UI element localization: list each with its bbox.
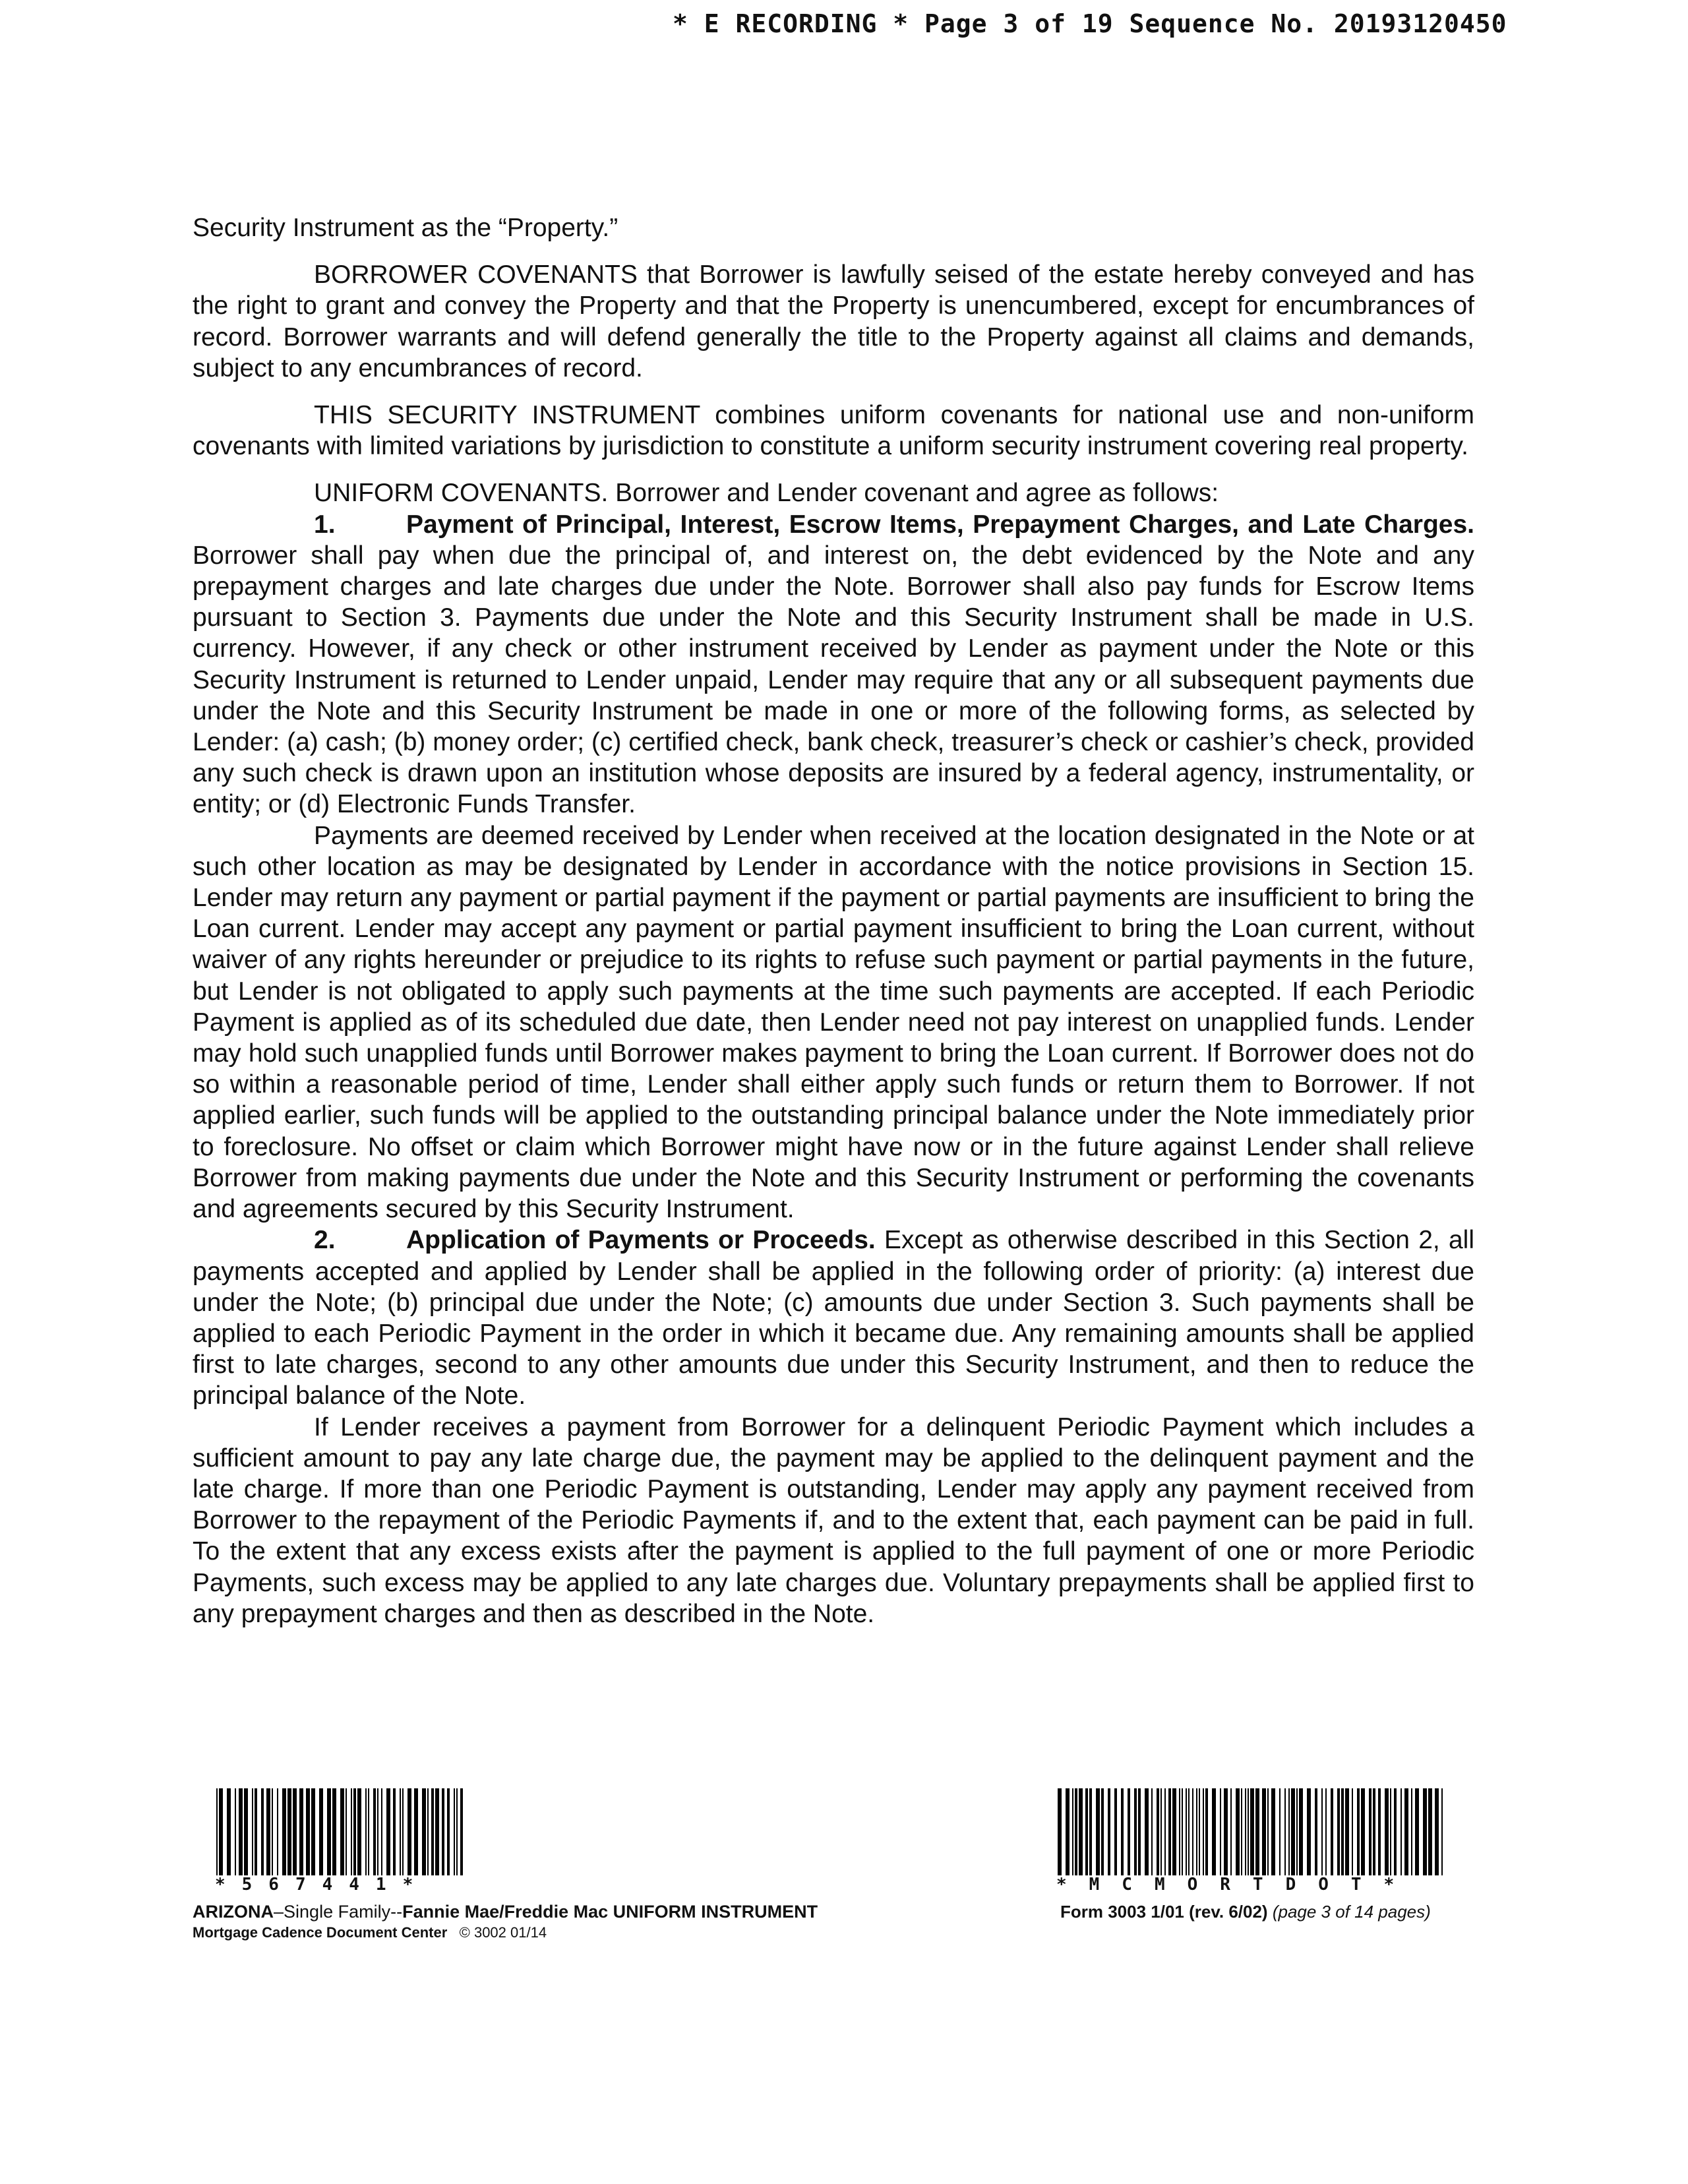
barcode-bar bbox=[1199, 1788, 1200, 1875]
footer-doc-center-line bbox=[193, 1923, 918, 1943]
barcode-bar bbox=[393, 1788, 396, 1875]
paragraph-property: Security Instrument as the “Property.” bbox=[193, 214, 618, 242]
barcode-bar bbox=[1157, 1788, 1159, 1875]
barcode-bar bbox=[1220, 1788, 1221, 1875]
barcode-bar bbox=[456, 1788, 458, 1875]
paragraph-this-security-instrument: THIS SECURITY INSTRUMENT combines uniform covenants for national use and non-uniform covenants with limited variations by jurisdiction to constitute a uniform security instrument covering real property. bbox=[193, 401, 1474, 461]
barcode-bar bbox=[1385, 1788, 1389, 1875]
barcode-bar bbox=[282, 1788, 286, 1875]
barcode-bar bbox=[327, 1788, 331, 1875]
barcode-bar bbox=[1321, 1788, 1323, 1875]
barcode-bar bbox=[1182, 1788, 1183, 1875]
barcode-bar bbox=[244, 1788, 248, 1875]
barcode-bar bbox=[1192, 1788, 1193, 1875]
barcode-bar bbox=[1315, 1788, 1317, 1875]
barcode-bar bbox=[1271, 1788, 1275, 1875]
barcode-bar bbox=[1352, 1788, 1353, 1875]
barcode-bar bbox=[1299, 1788, 1303, 1875]
barcode-bar bbox=[1160, 1788, 1162, 1875]
barcode-bar bbox=[1378, 1788, 1381, 1875]
barcode-bar bbox=[1441, 1788, 1443, 1875]
barcode-bar bbox=[1291, 1788, 1295, 1875]
section-1-number: 1. bbox=[314, 510, 336, 539]
barcode-bar bbox=[216, 1788, 218, 1875]
barcode-left bbox=[215, 1788, 467, 1900]
barcode-bar bbox=[1072, 1788, 1073, 1875]
barcode-bar bbox=[427, 1788, 429, 1875]
barcode-bar bbox=[1401, 1788, 1402, 1875]
barcode-bar bbox=[1250, 1788, 1254, 1875]
barcode-bar bbox=[1341, 1788, 1344, 1875]
barcode-bar bbox=[1121, 1788, 1124, 1875]
barcode-bar bbox=[1101, 1788, 1104, 1875]
barcode-bar bbox=[1203, 1788, 1204, 1875]
barcode-left-bars bbox=[215, 1788, 467, 1875]
barcode-bar bbox=[266, 1788, 270, 1875]
barcode-bar bbox=[1179, 1788, 1180, 1875]
barcode-bar bbox=[1357, 1788, 1360, 1875]
barcode-bar bbox=[365, 1788, 367, 1875]
barcode-bar bbox=[1296, 1788, 1298, 1875]
paragraph-if-lender-receives: If Lender receives a payment from Borrower for a delinquent Periodic Payment which includes a sufficient amount to pay any late charge due, the payment may be applied to the delinquent payment and the late charge. If more than one Periodic Payment is outstanding, Lender may apply any payment received from Borrower to the repayment of the Periodic Payments if, and to the extent that, each payment can be paid in full. To the extent that any excess exists after the payment is applied to the full payment of one or more Periodic Payments, such excess may be applied to any late charges due. Voluntary prepayments shall be applied first to any prepayment charges and then as described in the Note. bbox=[193, 1412, 1474, 1628]
footer-form-number: Form 3003 1/01 (rev. 6/02) bbox=[1060, 1902, 1268, 1922]
barcode-bar bbox=[252, 1788, 253, 1875]
barcode-bar bbox=[431, 1788, 434, 1875]
barcode-bar bbox=[332, 1788, 336, 1875]
barcode-bar bbox=[1085, 1788, 1088, 1875]
barcode-bar bbox=[255, 1788, 257, 1875]
section-1-text: Borrower shall pay when due the principal of, and interest on, the debt evidenced by the Note and any prepayment charges and late charges due under the Note. Borrower shall also pay funds for Escrow Items pursuant to Section 3. Payments due under the Note and this Security Instrument shall be made in U.S. currency. However, if any check or other instrument received by Lender as payment under the Note or this Security Instrument is returned to Lender unpaid, Lender may require that any or all subsequent payments due under the Note and this Security Instrument be made in one or more of the following forms, as selected by Lender: (a) cash; (b) money order; (c) certified check, bank check, treasurer’s check or cashier’s check, provided any such check is drawn upon an institution whose deposits are insured by a federal agency, instrumentality, or entity; or (d) Electronic Funds Transfer. bbox=[193, 541, 1474, 819]
barcode-bar bbox=[454, 1788, 455, 1875]
paragraph-payments-deemed: Payments are deemed received by Lender when received at the location designated in the Note or at such other location as may be designated by Lender in accordance with the notice provisions in Section 15. Lender may return any payment or partial payment if the payment or partial payments are insufficient to bring the Loan current. Lender may accept any payment or partial payment insufficient to bring the Loan current, without waiver of any rights hereunder or prejudice to its rights to refuse such payment or partial payments in the future, but Lender is not obligated to apply such payments at the time such payments are accepted. If each Periodic Payment is applied as of its scheduled due date, then Lender need not pay interest on unapplied funds. Lender may hold such unapplied funds until Borrower makes payment to bring the Loan current. If Borrower does not do so within a reasonable period of time, Lender shall either apply such funds or return them to Borrower. If not applied earlier, such funds will be applied to the outstanding principal balance under the Note immediately prior to foreclosure. No offset or claim which Borrower might have now or in the future against Lender shall relieve Borrower from making payments due under the Note and this Security Instrument or performing the covenants and agreements secured by this Security Instrument. bbox=[193, 821, 1474, 1224]
section-1 bbox=[193, 509, 1474, 820]
barcode-bar bbox=[299, 1788, 303, 1875]
barcode-bar bbox=[1188, 1788, 1190, 1875]
barcode-right bbox=[1056, 1788, 1452, 1900]
barcode-bar bbox=[1196, 1788, 1197, 1875]
recording-header: * E RECORDING * Page 3 of 19 Sequence No. 20193120450 bbox=[673, 9, 1507, 38]
barcode-bar bbox=[346, 1788, 347, 1875]
barcode-bar bbox=[407, 1788, 411, 1875]
barcode-bar bbox=[1331, 1788, 1333, 1875]
barcode-bar bbox=[1114, 1788, 1117, 1875]
barcode-bar bbox=[1172, 1788, 1176, 1875]
barcode-bar bbox=[306, 1788, 310, 1875]
barcode-bar bbox=[386, 1788, 390, 1875]
barcode-bar bbox=[1230, 1788, 1232, 1875]
barcode-bar bbox=[1241, 1788, 1242, 1875]
section-2-number: 2. bbox=[314, 1226, 336, 1255]
barcode-bar bbox=[1168, 1788, 1171, 1875]
barcode-bar bbox=[357, 1788, 361, 1875]
barcode-bar bbox=[1151, 1788, 1153, 1875]
barcode-bar bbox=[447, 1788, 450, 1875]
barcode-bar bbox=[319, 1788, 323, 1875]
barcode-bar bbox=[235, 1788, 236, 1875]
barcode-left-label: *567441* bbox=[215, 1875, 430, 1895]
barcode-bar bbox=[1138, 1788, 1141, 1875]
barcode-bar bbox=[1236, 1788, 1240, 1875]
footer-page-info: (page 3 of 14 pages) bbox=[1272, 1902, 1431, 1922]
footer-copyright: © 3002 01/14 bbox=[459, 1924, 547, 1941]
barcode-bar bbox=[1373, 1788, 1375, 1875]
barcode-bar bbox=[1369, 1788, 1372, 1875]
footer-single-family: Single Family-- bbox=[284, 1902, 403, 1922]
barcode-bar bbox=[422, 1788, 426, 1875]
section-2-heading: Application of Payments or Proceeds. bbox=[406, 1226, 876, 1255]
barcode-bar bbox=[1394, 1788, 1397, 1875]
barcode-bar bbox=[351, 1788, 352, 1875]
barcode-bar bbox=[1325, 1788, 1327, 1875]
footer-sep: – bbox=[274, 1902, 284, 1922]
footer-doc-center: Mortgage Cadence Document Center bbox=[193, 1924, 448, 1941]
barcode-bar bbox=[1284, 1788, 1286, 1875]
barcode-right-label: *MCMORTDOT* bbox=[1056, 1875, 1417, 1895]
barcode-bar bbox=[1224, 1788, 1228, 1875]
footer-state: ARIZONA bbox=[193, 1902, 274, 1922]
barcode-bar bbox=[1079, 1788, 1083, 1875]
barcode-bar bbox=[239, 1788, 243, 1875]
barcode-bar bbox=[402, 1788, 404, 1875]
footer-form-title bbox=[193, 1900, 918, 1923]
paragraph-uniform-covenants: UNIFORM COVENANTS. Borrower and Lender covenant and agree as follows: bbox=[314, 479, 1219, 508]
barcode-bar bbox=[1428, 1788, 1432, 1875]
barcode-bar bbox=[460, 1788, 463, 1875]
barcode-bar bbox=[1423, 1788, 1427, 1875]
barcode-bar bbox=[377, 1788, 378, 1875]
barcode-bar bbox=[1255, 1788, 1259, 1875]
barcode-bar bbox=[1345, 1788, 1349, 1875]
barcode-bar bbox=[1288, 1788, 1290, 1875]
section-2-text: Except as otherwise described in this Section 2, all payments accepted and applied by Lender shall be applied in the following order of priority: (a) interest due under the Note; (b) principal due under the Note; (c) amounts due under Section 3. Such payments shall be applied to each Periodic Payment in the order in which it became due. Any remaining amounts shall be applied first to late charges, second to any other amounts due under this Security Instrument, and then to reduce the principal balance of the Note. bbox=[193, 1226, 1475, 1410]
document-body bbox=[193, 212, 1474, 1629]
barcode-bar bbox=[1435, 1788, 1439, 1875]
barcode-bar bbox=[1337, 1788, 1340, 1875]
barcode-bar bbox=[1134, 1788, 1137, 1875]
barcode-bar bbox=[1145, 1788, 1149, 1875]
barcode-bar bbox=[1205, 1788, 1208, 1875]
barcode-bar bbox=[1307, 1788, 1311, 1875]
barcode-bar bbox=[1245, 1788, 1246, 1875]
paragraph-borrower-covenants: BORROWER COVENANTS that Borrower is lawfully seised of the estate hereby conveyed and has the right to grant and convey the Property and that the Property is unencumbered, except for encumbrances of record. Borrower warrants and will defend generally the title to the Property against all claims and demands, subject to any encumbrances of record. bbox=[193, 260, 1474, 382]
barcode-bar bbox=[1096, 1788, 1100, 1875]
barcode-bar bbox=[1089, 1788, 1092, 1875]
barcode-bar bbox=[1128, 1788, 1130, 1875]
barcode-bar bbox=[311, 1788, 315, 1875]
barcode-bar bbox=[340, 1788, 344, 1875]
barcode-bar bbox=[1058, 1788, 1062, 1875]
barcode-bar bbox=[1066, 1788, 1070, 1875]
barcode-bar bbox=[353, 1788, 356, 1875]
barcode-bar bbox=[381, 1788, 382, 1875]
barcode-bar bbox=[287, 1788, 291, 1875]
barcode-bar bbox=[1361, 1788, 1365, 1875]
barcode-bar bbox=[227, 1788, 231, 1875]
barcode-bar bbox=[435, 1788, 439, 1875]
barcode-bar bbox=[1404, 1788, 1408, 1875]
footer-left bbox=[193, 1900, 918, 1943]
barcode-bar bbox=[293, 1788, 297, 1875]
footer-uniform-instrument: Fannie Mae/Freddie Mac UNIFORM INSTRUMENT bbox=[402, 1902, 818, 1922]
barcode-bar bbox=[277, 1788, 278, 1875]
barcode-bar bbox=[1212, 1788, 1216, 1875]
barcode-bar bbox=[414, 1788, 418, 1875]
section-2 bbox=[193, 1225, 1474, 1411]
barcode-bar bbox=[1075, 1788, 1077, 1875]
barcode-bar bbox=[1164, 1788, 1166, 1875]
footer-right bbox=[1060, 1900, 1482, 1923]
barcode-bar bbox=[1390, 1788, 1391, 1875]
barcode-bar bbox=[272, 1788, 273, 1875]
barcode-bar bbox=[261, 1788, 264, 1875]
barcode-bar bbox=[1411, 1788, 1412, 1875]
barcode-bar bbox=[442, 1788, 444, 1875]
barcode-bar bbox=[1248, 1788, 1249, 1875]
barcode-bar bbox=[1279, 1788, 1281, 1875]
barcode-bar bbox=[1415, 1788, 1419, 1875]
barcode-bar bbox=[1262, 1788, 1266, 1875]
barcode-bar bbox=[373, 1788, 376, 1875]
barcode-bar bbox=[219, 1788, 223, 1875]
barcode-bar bbox=[1108, 1788, 1110, 1875]
barcode-bar bbox=[368, 1788, 369, 1875]
barcode-bar bbox=[1267, 1788, 1269, 1875]
barcode-right-bars bbox=[1056, 1788, 1445, 1875]
barcode-bar bbox=[1186, 1788, 1187, 1875]
section-1-heading: Payment of Principal, Interest, Escrow Items, Prepayment Charges, and Late Charges. bbox=[406, 510, 1474, 539]
barcode-bar bbox=[400, 1788, 401, 1875]
